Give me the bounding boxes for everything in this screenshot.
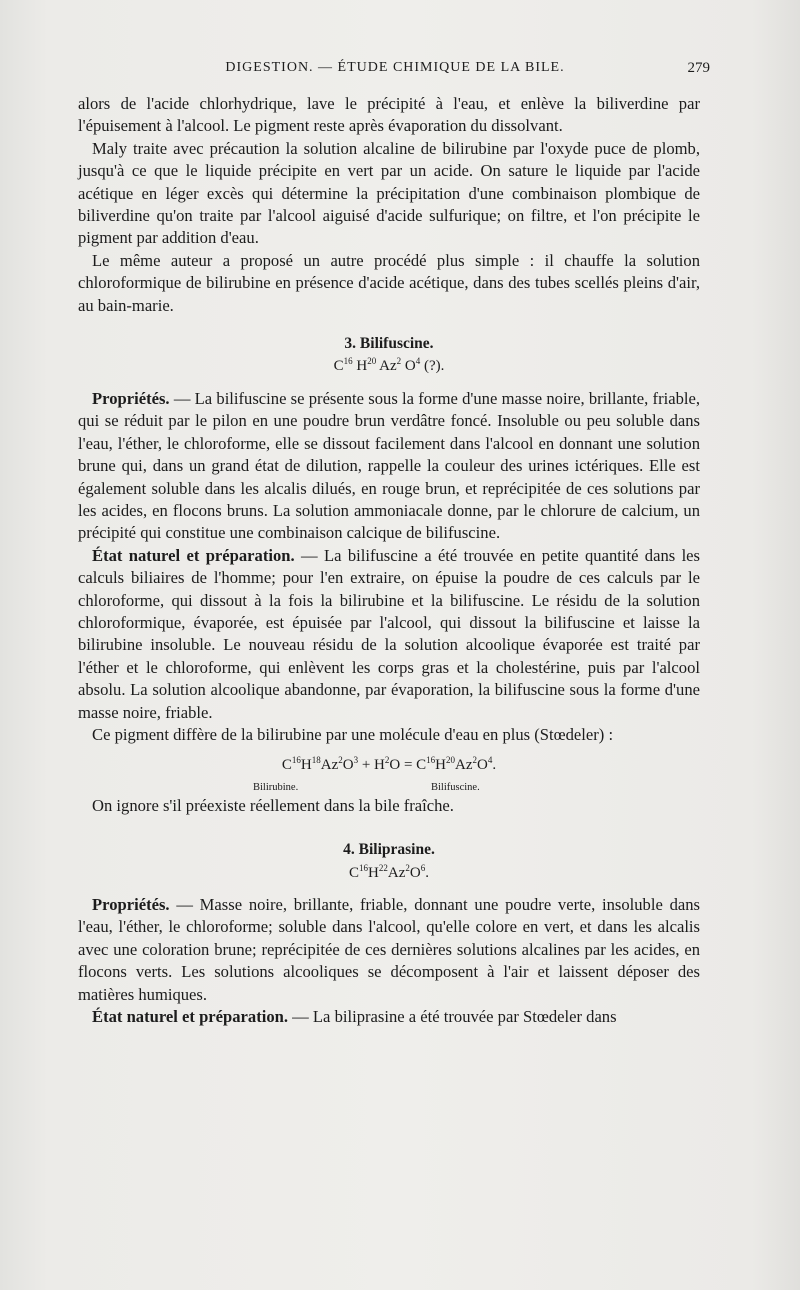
equation-label-bilifuscine: Bilifuscine. bbox=[431, 781, 480, 793]
paragraph-proprietes: Propriétés. — La bilifuscine se présente sous la forme d'une masse noire, brillante, friable, qui se réduit par le pilon en une poudre brun verdâtre foncé. Insoluble ou peu soluble dans l'eau, l'éther, le chloroforme, elle se dissout facilement dans l'alcool en donnant une solution brune qui, dans un grand état de dilution, rappelle la couleur des urines ictériques. Elle est également soluble dans les alcalis dilués, en rouge brun, et reprécipitée de ces solutions par les acides, en flocons bruns. La solution ammoniacale donne, par le chlorure de calcium, un précipité qui constitue une combinaison calcique de bilifuscine. bbox=[78, 388, 700, 543]
paragraph: On ignore s'il préexiste réellement dans la bile fraîche. bbox=[92, 795, 454, 815]
chemical-equation: $C^{16}H^{18}Az^2O^3 + H^2O = C^{16}H^{20}Az^2O^4$. bbox=[281, 755, 497, 774]
paragraph: Ce pigment diffère de la bilirubine par une molécule d'eau en plus (Stœdeler) : bbox=[92, 724, 614, 744]
run-in-heading: État naturel et préparation. bbox=[92, 1007, 289, 1027]
run-in-heading: Propriétés. bbox=[92, 388, 170, 408]
section-heading-bilifuscine: 3. Bilifuscine. bbox=[344, 335, 434, 353]
run-in-heading: Propriétés. bbox=[92, 895, 170, 914]
equation-label-bilirubine: Bilirubine. bbox=[253, 781, 299, 793]
formula-note: (?). bbox=[423, 358, 445, 375]
paragraph: Maly traite avec précaution la solution alcaline de bilirubine par l'oxyde puce de plomb, jusqu'à ce que le liquide précipite en vert par un acide. On sature le liquide par l'acide acétique en léger excès qui détermine la précipitation d'une combinaison plombique de biliverdine qu'on traite par l'alcool aiguisé d'acide sulfurique; on filtre, et l'on précipite le pigment par addition d'eau. bbox=[78, 138, 700, 248]
section-heading-biliprasine: 4. Biliprasine. bbox=[343, 841, 435, 859]
formula-biliprasine: $C^{16}H^{22}Az^2O^6$. bbox=[349, 862, 429, 881]
running-header bbox=[80, 60, 710, 76]
run-in-heading: État naturel et préparation. bbox=[92, 545, 295, 565]
equation-labels bbox=[78, 777, 700, 793]
paragraph-etat-naturel: État naturel et préparation. — La biliprasine a été trouvée par Stœdeler dans bbox=[92, 1007, 617, 1027]
formula-bilifuscine: $C^{16}$ $H^{20}$ Az$^2$ $O^4$ (?). bbox=[333, 356, 445, 375]
paragraph-proprietes: Propriétés. — Masse noire, brillante, friable, donnant une poudre verte, insoluble dans l'eau, l'éther, le chloroforme; soluble dans l'alcool, qu'elle colore en vert, et dans les alcalis avec une coloration brune; reprécipitée de ces dernières solutions alcalines par les acides, en flocons verts. Les solutions alcooliques se décomposent à l'air et laissent déposer des matières humiques. bbox=[78, 895, 700, 1004]
page-body bbox=[78, 93, 700, 1028]
paragraph: alors de l'acide chlorhydrique, lave le précipité à l'eau, et enlève la biliverdine par l'épuisement à l'alcool. Le pigment reste après évaporation du dissolvant. bbox=[78, 94, 700, 136]
page-number: 279 bbox=[687, 60, 710, 76]
paragraph-etat-naturel: État naturel et préparation. — La bilifuscine a été trouvée en petite quantité dans les calculs biliaires de l'homme; pour l'en extraire, on épuise la poudre de ces calculs par le chloroforme, qui dissout à la fois la bilirubine et la bilifuscine. Le résidu de la solution chloroformique, évaporée, est épuisée par l'alcool, qui dissout la bilifuscine et laisse la bilirubine insoluble. Le nouveau résidu de la solution alcoolique évaporée est traité par l'éther et le chloroforme, qui enlèvent les corps gras et la cholestérine, puis par l'alcool absolu. La solution alcoolique abandonne, par évaporation, la bilifuscine sous la forme d'une masse noire, friable. bbox=[78, 545, 700, 722]
running-title: DIGESTION. — ÉTUDE CHIMIQUE DE LA BILE. bbox=[225, 60, 565, 75]
paragraph: Le même auteur a proposé un autre procédé plus simple : il chauffe la solution chloroformique de bilirubine en présence d'acide acétique, dans des tubes scellés pleins d'air, au bain-marie. bbox=[78, 250, 700, 315]
